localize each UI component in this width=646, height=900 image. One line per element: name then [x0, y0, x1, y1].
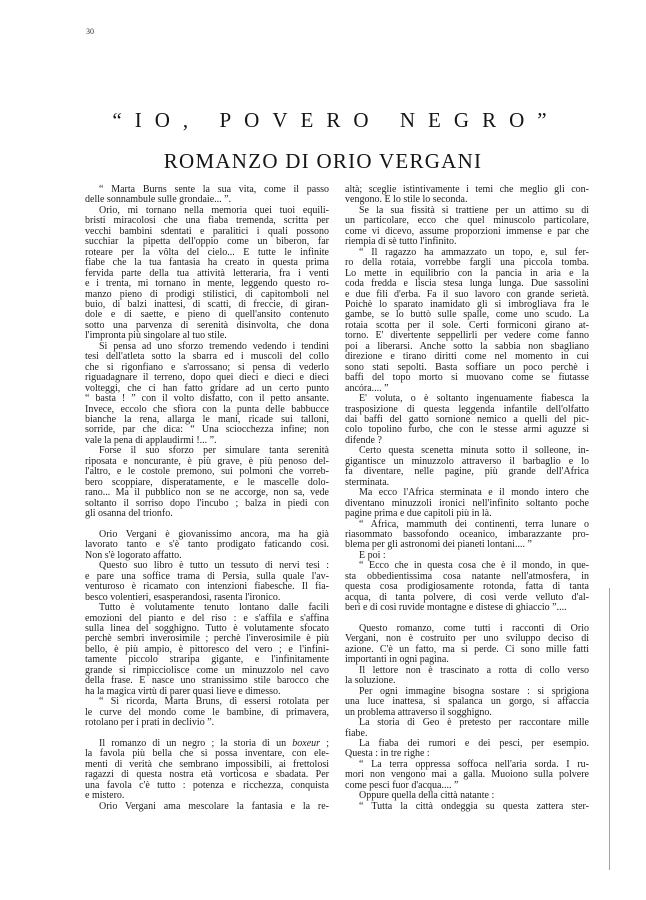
paragraph	[345, 520, 589, 551]
paragraph	[345, 561, 589, 613]
text-line: Forse il suo sforzo per simulare tanta serenità	[99, 445, 329, 457]
text-line: bello, è più ampio, è pittoresco del vero ; e l'infini-	[85, 643, 329, 655]
text-line: “ La terra oppressa soffoca nell'aria sorda. I ru-	[359, 758, 589, 770]
text-line: Poichè lo sparato inamidato gli si imbrogliava fra le	[345, 298, 589, 310]
text-line: la favola più bella che si possa inventare, con ele-	[85, 748, 329, 760]
text-line: della frase. E nasce uno stranissimo stile barocco che	[85, 675, 329, 687]
text-line: gambe, se lo buttò sulle spalle, come uno scudo. La	[345, 309, 589, 321]
text-line: altà; sceglie istintivamente i temi che meglio gli con-	[345, 184, 589, 195]
text-line: rotaia scotta per il sole. Certi formiconi girano at-	[345, 319, 589, 331]
text-line: Oppure quella della città natante :	[359, 790, 495, 802]
text-line: Questo suo libro è tutto un tessuto di nervi tesi :	[99, 560, 329, 572]
text-line: torno. E' divertente seppellirli per vedere come fanno	[345, 330, 589, 342]
text-line: emozioni del pianto e del riso : e s'affila e s'affina	[85, 612, 329, 624]
text-line: “ Ecco che in questa cosa che è il mondo, in que-	[359, 560, 589, 572]
text-line: rotolano per i prati in declivio ”.	[85, 717, 215, 729]
text-line: soltanto il sorriso dopo l'incubo ; balza in piedi con	[85, 497, 329, 509]
text-line: Non s'è logorato affatto.	[85, 549, 182, 561]
text-line: Orio Vergani ama mescolare la fantasia e la re-	[99, 800, 329, 812]
text-line: Questo romanzo, come tutti i racconti di Orio	[359, 623, 589, 635]
text-line: vecchi bambini sdentati e paralitici i quali possono	[85, 225, 329, 237]
paragraph	[345, 739, 589, 760]
text-line: bero scoppiare, disperatamente, e le mascelle dolo-	[85, 476, 329, 488]
text-line: poi a liberarsi. Anche sotto la sabbia non sbagliano	[345, 340, 589, 352]
text-line: tesi dell'atleta sotto la sbarra ed i muscoli del collo	[85, 351, 329, 363]
text-line: Lo mette in equilibrio con la pancia in aria e la	[345, 267, 589, 279]
paragraph	[345, 802, 589, 812]
text-line: ancóra.... ”	[345, 382, 389, 394]
text-line: dole e di saette, e pieno di quell'ansito contenuto	[85, 309, 329, 321]
text-line: sotto una parvenza di serenità disinvolta, che dona	[85, 319, 329, 331]
text-line: e i trenta, mi tornano in mente, leggendo questo ro-	[85, 278, 329, 290]
text-line: coda fredda e liscia stesa lunga lunga. Due sassolini	[345, 278, 589, 290]
text-section	[85, 530, 329, 729]
text-line: come vi dicevo, assume proporzioni immense e par che	[345, 225, 589, 237]
text-line: e due fili d'erba. Fa il suo lavoro con grande serietà.	[345, 288, 589, 300]
text-line: Tutto è volutamente tenuto lontano dalle facili	[99, 602, 329, 614]
text-line: azione. C'è un fatto, ma si perde. Ci sono mille fatti	[345, 643, 589, 655]
text-line: Invece, eccolo che sfiora con la punta delle babbucce	[85, 403, 329, 415]
paragraph	[345, 624, 589, 666]
text-line: bianche la rena, allarga le mani, ricade sui talloni,	[85, 413, 329, 425]
text-line: Orio Vergani è giovanissimo ancora, ma ha già	[99, 528, 329, 540]
text-line: riempia di sè tutto l'infinito.	[345, 236, 457, 248]
text-line: pagine prima e due capitoli più in là.	[345, 508, 492, 520]
text-line: Certo questa scenetta minuta sotto il solleone, in-	[359, 445, 589, 457]
text-line: perchè sembri inverosimile ; perchè l'inverosimile è più	[85, 633, 329, 645]
text-line: dai baffi del gatto sornione nemico a quelli del pic-	[345, 413, 589, 425]
text-line: bristi miracolosi che una fiaba tremenda, scritta per	[85, 215, 329, 227]
paragraph	[85, 603, 329, 697]
text-line: e mistero.	[85, 790, 125, 802]
text-line: rano... Ma il pubblico non se ne accorge, non sa, vede	[85, 487, 329, 499]
text-line: una favola c'è tutto : potenza e ricchezza, conquista	[85, 779, 329, 791]
paragraph	[345, 206, 589, 248]
text-line: “ Africa, mammuth dei continenti, terra lunare o	[359, 518, 589, 530]
text-line: sterminata.	[345, 476, 390, 488]
text-line: riposata e noncurante, è più grave, è più penoso del-	[85, 455, 329, 467]
text-line: Il lettore non è trascinato a rotta di collo verso	[359, 664, 589, 676]
paragraph	[345, 185, 589, 206]
paragraph	[85, 185, 329, 206]
paragraph	[345, 687, 589, 718]
paragraph	[345, 394, 589, 446]
text-line: l'impronta più singolare al tuo stile.	[85, 330, 227, 342]
paragraph	[85, 561, 329, 603]
text-line: E' voluta, o è soltanto ingenuamente fiabesca la	[359, 393, 589, 405]
text-line: colo topolino furbo, che con le stesse armi aguzze si	[345, 424, 589, 436]
text-line: un particolare, ecco che quel minuscolo particolare,	[345, 215, 589, 227]
paragraph	[85, 802, 329, 812]
text-line: besco volentieri, esasperandosi, rasenta l'ironico.	[85, 591, 281, 603]
article-title: “IO, POVERO NEGRO”	[112, 108, 560, 133]
text-line: ro della rotaia, vorrebbe fargli una piccola tomba.	[345, 257, 589, 269]
text-line: riguadagnare il terreno, dopo quei dieci e dieci e dieci	[85, 372, 329, 384]
text-line: sulla linea del sogghigno. Tutto è volutamente sfocato	[85, 623, 329, 635]
text-line: grande si rimpicciolisce come un minuzzolo nel cavo	[85, 664, 329, 676]
text-line: tamente piccolo straripa gigante, e l'infinitamente	[85, 654, 329, 666]
text-line: gli osanna del trionfo.	[85, 508, 173, 520]
paragraph	[85, 697, 329, 728]
text-line: difende ?	[345, 434, 382, 446]
text-line: che si rigonfiano e s'arrossano; si pensa di vederlo	[85, 361, 329, 373]
text-line: fiabe.	[345, 727, 368, 739]
text-segment: ;	[320, 738, 329, 750]
paragraph	[85, 342, 329, 447]
text-line: “ basta ! ” con il volto disfatto, con il petto ansante.	[85, 393, 329, 405]
text-section	[345, 185, 589, 614]
paragraph	[345, 488, 589, 519]
text-line: La storia di Geo è pretesto per raccontare mille	[359, 717, 589, 729]
text-line: sono stati sepolti. Basta soffiare un poco perchè i	[345, 361, 589, 373]
text-line: fervida parte della tua attività letteraria, fra i venti	[85, 267, 329, 279]
text-line: importanti in ogni pagina.	[345, 654, 449, 666]
text-line: le curve del mondo come le bambine, di primavera,	[85, 706, 329, 718]
text-line: blema per gli astronomi dei pianeti lontani.... ”	[345, 539, 532, 551]
text-line: ha la magica virtù di parer quasi lieve e dimesso.	[85, 685, 281, 697]
text-line: ragazzi di questa nostra età vorticosa e sbadata. Per	[85, 769, 329, 781]
right-column	[345, 185, 589, 812]
text-line: mori non vengono mai a galla. Muoiono sulla polvere	[345, 769, 589, 781]
text-line: beri e di così ruvide montagne e distese di ghiaccio ”....	[345, 602, 567, 614]
paragraph	[345, 760, 589, 791]
italic-word: boxeur	[292, 738, 321, 750]
text-line: Ma ecco l'Africa sterminata e il mondo intero che	[359, 487, 589, 499]
text-line: fiabe che la tua fantasia ha creato in questa prima	[85, 257, 329, 269]
text-line: Si pensa ad uno sforzo tremendo vedendo i tendini	[99, 340, 329, 352]
text-line: E poi :	[359, 549, 386, 561]
text-line: acqua, di tanta polvere, di così verde velluto d'al-	[345, 591, 589, 603]
text-line: come pesci fuor d'acqua.... ”	[345, 779, 459, 791]
text-line: sorride, par che dica: “ Una sciocchezza infine; non	[85, 424, 329, 436]
text-line: gigantisce un minuzzolo attraverso il barbaglio e lo	[345, 455, 589, 467]
text-line: buio, di balzi inattesi, di scatti, di freccie, di giran-	[85, 298, 329, 310]
text-line: “ Il ragazzo ha ammazzato un topo, e, sul fer-	[359, 246, 589, 258]
text-line: un problema attraverso il sogghigno.	[345, 706, 492, 718]
text-line: e pare una soffice trama di Persia, sulla quale l'av-	[85, 570, 329, 582]
text-line: trasposizione di questa leggenda infantile dell'olfatto	[345, 403, 589, 415]
text-line: l'altro, e le costole premono, sui polmoni che vorreb-	[85, 466, 329, 478]
paragraph	[85, 446, 329, 519]
article-subtitle: ROMANZO DI ORIO VERGANI	[163, 149, 483, 174]
paragraph	[345, 248, 589, 394]
text-line: Per ogni immagine bisogna sostare : si sprigiona	[359, 685, 589, 697]
text-line: delle sonnambule sulle grondaie... ”.	[85, 194, 232, 206]
text-line: roteare per la vôlta del cielo... E tutte le infinite	[85, 246, 329, 258]
text-section	[85, 185, 329, 520]
scan-margin-line	[609, 588, 610, 870]
text-line: riasommato bassofondo oceanico, imbarazzante pro-	[345, 528, 589, 540]
text-line: “ Tutta la città ondeggia su questa zattera ster-	[359, 800, 589, 812]
text-line: fa diventare, nelle pagine, più grande dell'Africa	[345, 466, 589, 478]
page-number: 30	[86, 27, 94, 36]
text-line: Vergani, non è costruito per uno sviluppo deciso di	[345, 633, 589, 645]
text-line: lavorato tanto e s'è tanto prodigato faticando così.	[85, 539, 329, 551]
paragraph	[85, 530, 329, 561]
text-line: “ Si ricorda, Marta Bruns, di essersi rotolata per	[99, 696, 329, 708]
text-line: la soluzione.	[345, 675, 396, 687]
paragraph	[85, 206, 329, 342]
text-line: direzione e tirano diritti come nel momento in cui	[345, 351, 589, 363]
text-section	[85, 739, 329, 812]
text-line: sta obbedientissima cosa natante nell'atmosfera, in	[345, 570, 589, 582]
paragraph	[345, 666, 589, 687]
text-line: Se la sua fissità si trattiene per un attimo su di	[359, 204, 589, 216]
text-line: menti di verità che sembrano impossibili, ai frettolosi	[85, 758, 329, 770]
text-line: volteggi, che ci han fatto gridare ad un certo punto	[85, 382, 329, 394]
text-line: manzo pieno di prodigi stilistici, di capitomboli nel	[85, 288, 329, 300]
text-line: succhiar la pipetta dell'oppio come un biberon, far	[85, 236, 329, 248]
paragraph	[345, 446, 589, 488]
text-line: una luce inattesa, si spalanca un gorgo, si affaccia	[345, 696, 589, 708]
text-line: Orio, mi tornano nella memoria quei tuoi equili-	[99, 204, 329, 216]
text-line: diventano minuzzoli ironici nell'infinito soltanto poche	[345, 497, 589, 509]
text-line: questa cosa prodigiosamente rotonda, fatta di tanta	[345, 581, 589, 593]
text-line: Questa : in tre righe :	[345, 748, 430, 760]
left-column	[85, 185, 329, 812]
text-line: vengono. E lo stile lo seconda.	[345, 194, 468, 206]
text-section	[345, 624, 589, 812]
text-line: “ Marta Burns sente la sua vita, come il passo	[99, 184, 329, 195]
text-line: vale la pena di applaudirmi !... ”.	[85, 434, 217, 446]
paragraph	[345, 718, 589, 739]
text-line: baffi del topo morto si muovano come se fiutasse	[345, 372, 589, 384]
paragraph	[85, 739, 329, 802]
text-line: La fiaba dei rumori e dei pesci, per esempio.	[359, 738, 589, 750]
text-line: venturoso è ricamato con intenzioni fiabesche. Il fia-	[85, 581, 329, 593]
text-segment: Il romanzo di un negro ; la storia di un	[99, 738, 293, 750]
